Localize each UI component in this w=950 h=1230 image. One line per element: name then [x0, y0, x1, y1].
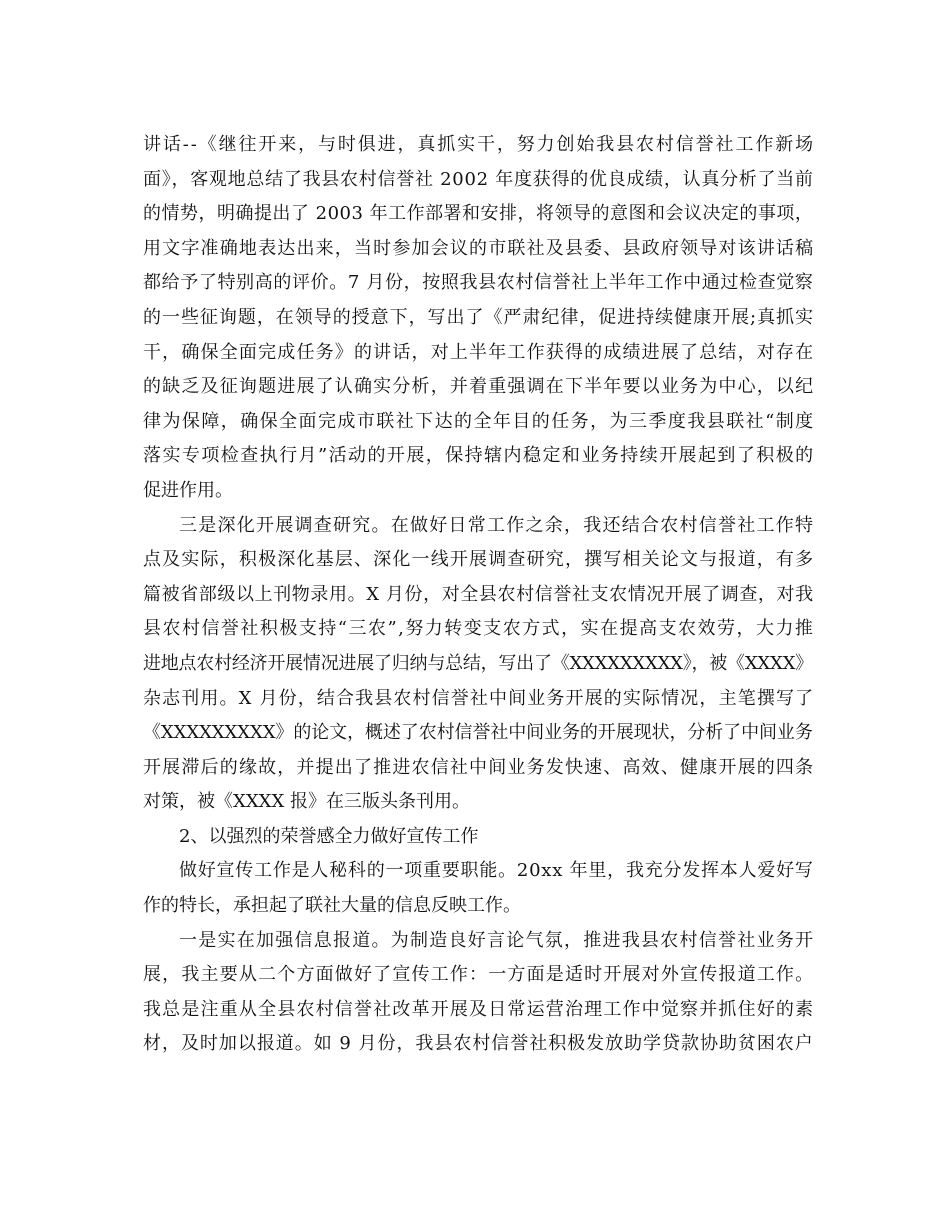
document-line: 用文字准确地表达出来，当时参加会议的市联社及县委、县政府领导对该讲话稿	[143, 237, 815, 259]
document-line: 干，确保全面完成任务》的讲话，对上半年工作获得的成绩进展了总结，对存在	[143, 341, 815, 363]
document-body	[143, 128, 813, 1062]
document-line: 县农村信誉社积极支持“三农”,努力转变支农方式，实在提高支农效劳，大力推	[143, 618, 815, 640]
document-line: 篇被省部级以上刊物录用。X 月份，对全县农村信誉社支农情况开展了调查，对我	[143, 583, 814, 605]
document-line: 开展滞后的缘故，并提出了推进农信社中间业务发快速、高效、健康开展的四条	[143, 756, 815, 778]
document-line: 作的特长，承担起了联社大量的信息反映工作。	[143, 895, 521, 917]
document-line: 展，我主要从二个方面做好了宣传工作：一方面是适时开展对外宣传报道工作。	[143, 964, 815, 986]
document-line: 律为保障，确保全面完成市联社下达的全年目的任务，为三季度我县联社“制度	[143, 410, 815, 432]
document-line: 我总是注重从全县农村信誉社改革开展及日常运营治理工作中觉察并抓住好的素	[143, 998, 815, 1020]
document-line: 做好宣传工作是人秘科的一项重要职能。20xx 年里，我充分发挥本人爱好写	[179, 860, 814, 882]
document-line: 三是深化开展调查研究。在做好日常工作之余，我还结合农村信誉社工作特	[179, 514, 815, 536]
document-line: 都给予了特别高的评价。7 月份，按照我县农村信誉社上半年工作中通过检查觉察	[143, 272, 814, 294]
document-line: 的一些征询题，在领导的授意下，写出了《严肃纪律，促进持续健康开展;真抓实	[143, 306, 814, 328]
document-line: 进地点农村经济开展情况进展了归纳与总结，写出了《XXXXXXXXX》，被《XXXX》	[143, 652, 813, 674]
document-line: 面》，客观地总结了我县农村信誉社 2002 年度获得的优良成绩，认真分析了当前	[143, 168, 814, 190]
document-line: 杂志刊用。X 月份，结合我县农村信誉社中间业务开展的实际情况，主笔撰写了	[143, 687, 815, 709]
document-line: 《XXXXXXXXX》的论文，概述了农村信誉社中间业务的开展现状，分析了中间业务	[143, 722, 813, 744]
document-line: 落实专项检查执行月”活动的开展，保持辖内稳定和业务持续开展起到了积极的	[143, 445, 815, 467]
document-line: 讲话--《继往开来，与时俱进，真抓实干，努力创始我县农村信誉社工作新场	[143, 134, 815, 155]
document-line: 点及实际，积极深化基层、深化一线开展调查研究，撰写相关论文与报道，有多	[143, 549, 815, 571]
document-line: 2、以强烈的荣誉感全力做好宣传工作	[179, 825, 479, 847]
document-line: 的缺乏及征询题进展了认确实分析，并着重强调在下半年要以业务为中心，以纪	[143, 376, 815, 398]
document-line: 一是实在加强信息报道。为制造良好言论气氛，推进我县农村信誉社业务开	[179, 929, 815, 951]
document-line: 促进作用。	[143, 479, 233, 501]
document-line: 材，及时加以报道。如 9 月份，我县农村信誉社积极发放助学贷款协助贫困农户	[143, 1033, 814, 1055]
document-line: 的情势，明确提出了 2003 年工作部署和安排，将领导的意图和会议决定的事项，	[143, 203, 814, 225]
document-line: 对策，被《XXXX 报》在三版头条刊用。	[143, 791, 470, 813]
